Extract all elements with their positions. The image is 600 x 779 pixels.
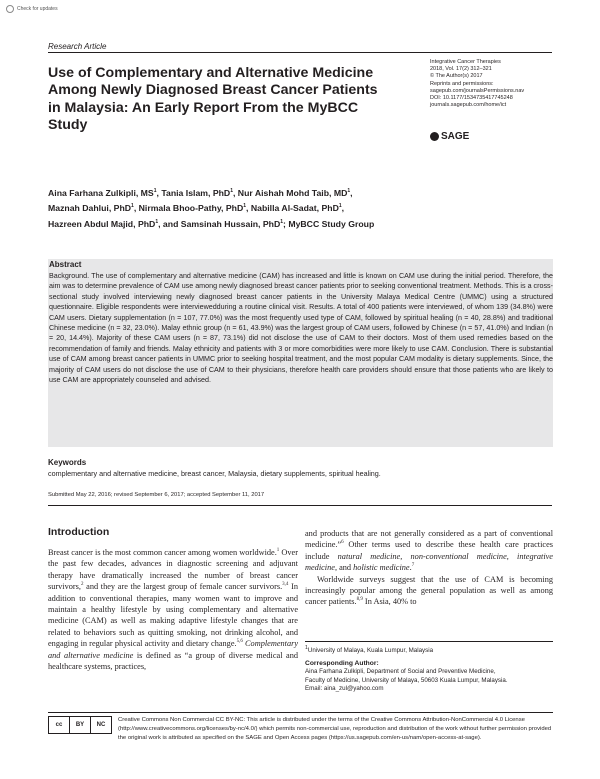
intro-right-column [305,528,553,608]
keywords-heading: Keywords [48,458,87,467]
journal-name: Integrative Cancer Therapies [430,59,501,65]
intro-paragraph-1-cont: and products that are not generally considered as a part of conventional medicine.”$^6$ Other terms used to describe these health care practices include natural medicine, non-conventional medicine, integrative medicine, and holistic medicine.$^7$ [305,529,553,573]
by-icon: BY [70,717,91,733]
author-line-3: Hazreen Abdul Majid, PhD$^1$, and Samsinah Hussain, PhD$^1$; MyBCC Study Group [48,218,375,229]
crossmark-icon [6,5,14,13]
abstract-text: Background. The use of complementary and alternative medicine (CAM) has increased and little is known on CAM use during the initial period. Therefore, the aim was to determine prevalence of CAM use among newly diagnosed breast cancer patients prior to seeking conventional treatment. Methods. This is a cross-sectional study involved interviewing newly diagnosed breast cancer patients in the University Malaya Medical Centre (UMMC) using a structured questionnaire. Eligible respondents were interviewedduring a routine clinical visit. Results. A total of 400 patients were interviewed, of whom 139 (34.8%) were CAM users. Dietary supplementation (n = 107, 77.0%) was the most frequently used type of CAM, followed by spiritual healing (n = 40, 28.8%) and traditional Chinese medicine (n = 32, 23.0%). Malay ethnic group (n = 61, 43.9%) was the largest group of CAM users, followed by Chinese (n = 57, 41.0%) and Indian (n = 20, 14.4%). Majority of these CAM users (n = 87, 73.1%) did not disclose the use of CAM to their doctors. Most of them used remedies based on the recommendation of family and friends. Malay ethnicity and patients with 3 or more comorbidities were more likely to use CAM. Conclusion. There is substantial use of CAM among breast cancer patients in UMMC prior to seeking hospital treatment, and the most popular CAM modality is dietary supplements. Since, the majority of CAM users do not disclose the use of CAM to their physicians, therefore health care providers should ensure that those patients who are likely to use CAM are appropriately counseled and advised. [49,272,553,385]
nc-icon: NC [96,722,106,728]
author-list [48,185,553,231]
corresponding-line-1: Aina Farhana Zulkipli, Department of Social and Preventive Medicine, [305,668,496,676]
license-text: Creative Commons Non Commercial CC BY-NC: This article is distributed under the terms of the Creative Commons Attribution-NonCommercial 4.0 License (http://www.creativecommons.org/licenses/by-nc/4.0/) which permits non-commercial use, reproduction and distribution of the work without further permission provided the original work is attributed as specified on the SAGE and Open Access pages (https://us.sagepub.com/en-us/nam/open-access-at-sage). [118,717,552,741]
article-type: Research Article [48,42,107,51]
journal-reprints: Reprints and permissions: [430,80,494,87]
keywords-text: complementary and alternative medicine, breast cancer, Malaysia, dietary supplements, spiritual healing. [48,469,381,478]
cc-by-nc-badge[interactable] [48,716,112,734]
intro-left-column [48,547,298,672]
journal-home-link[interactable]: journals.sagepub.com/home/ict [430,102,507,109]
journal-permissions-link[interactable]: sagepub.com/journalsPermissions.nav [430,87,525,94]
affiliation-footnote: $^1$University of Malaya, Kuala Lumpur, Malaysia [305,645,434,655]
journal-volume: 2018, Vol. 17(2) 312–321 [430,66,492,73]
intro-paragraph-2: Worldwide surveys suggest that the use of CAM is becoming increasingly popular among the general population as well as among cancer patients.$^{8,9}$ In Asia, 40% to [305,574,553,607]
footnote-divider [305,641,553,642]
intro-paragraph-1: Breast cancer is the most common cancer among women worldwide.$^1$ Over the past few decades, advances in diagnostic screening and adjuvant therapy have dramatically increased the number of breast cancer survivors,$^2$ and they are the largest group of female cancer survivors.$^{3,4}$ In addition to conventional therapies, many women want to improve and maintain a healthy lifestyle by using complementary and alternative medicine (CAM) as well as making adaptive lifestyle changes that are related to behaviors such as quitting smoking, not drinking alcohol, and engaging in regular physical activity and dietary change.$^{5,6}$ Complementary and alternative medicine is defined as “a group of diverse medical and healthcare systems, practices, [48,548,299,672]
author-line-1: Aina Farhana Zulkipli, $MS^1$, Tania Islam, PhD$^1$, Nur Aishah Mohd Taib, $MD^1$, [48,187,353,198]
author-line-2: Maznah Dahlui, PhD$^1$, Nirmala Bhoo-Pathy, PhD$^1$, Nabilla Al-Sadat, PhD$^1$, [48,203,345,214]
paper-title: Use of Complementary and Alternative Medicine Among Newly Diagnosed Breast Cancer Patients in Malaysia: An Early Report From the MyBCC Study [48,65,378,134]
submission-dates: Submitted May 22, 2016; revised September 6, 2017; accepted September 11, 2017 [48,492,265,498]
check-for-updates-badge[interactable] [6,5,58,13]
check-for-updates-label: Check for updates [17,6,58,12]
journal-doi[interactable]: DOI: 10.1177/1534735417745248 [430,95,513,102]
publisher-logo [430,131,469,142]
journal-copyright: © The Author(s) 2017 [430,73,483,80]
top-divider [48,52,552,53]
introduction-heading: Introduction [48,526,110,538]
corresponding-author-heading: Corresponding Author: [305,660,379,667]
middle-divider [48,505,552,506]
cc-icon: cc [49,717,70,733]
corresponding-author [305,660,553,693]
abstract-heading: Abstract [49,260,82,269]
license-divider [48,712,553,713]
publisher-name: SAGE [441,131,470,142]
sage-logo-icon [430,132,439,141]
corresponding-email[interactable]: Email: aina_zul@yahoo.com [305,684,384,692]
corresponding-line-2: Faculty of Medicine, University of Malaya, 50603 Kuala Lumpur, Malaysia. [305,676,508,684]
journal-info [430,59,555,109]
